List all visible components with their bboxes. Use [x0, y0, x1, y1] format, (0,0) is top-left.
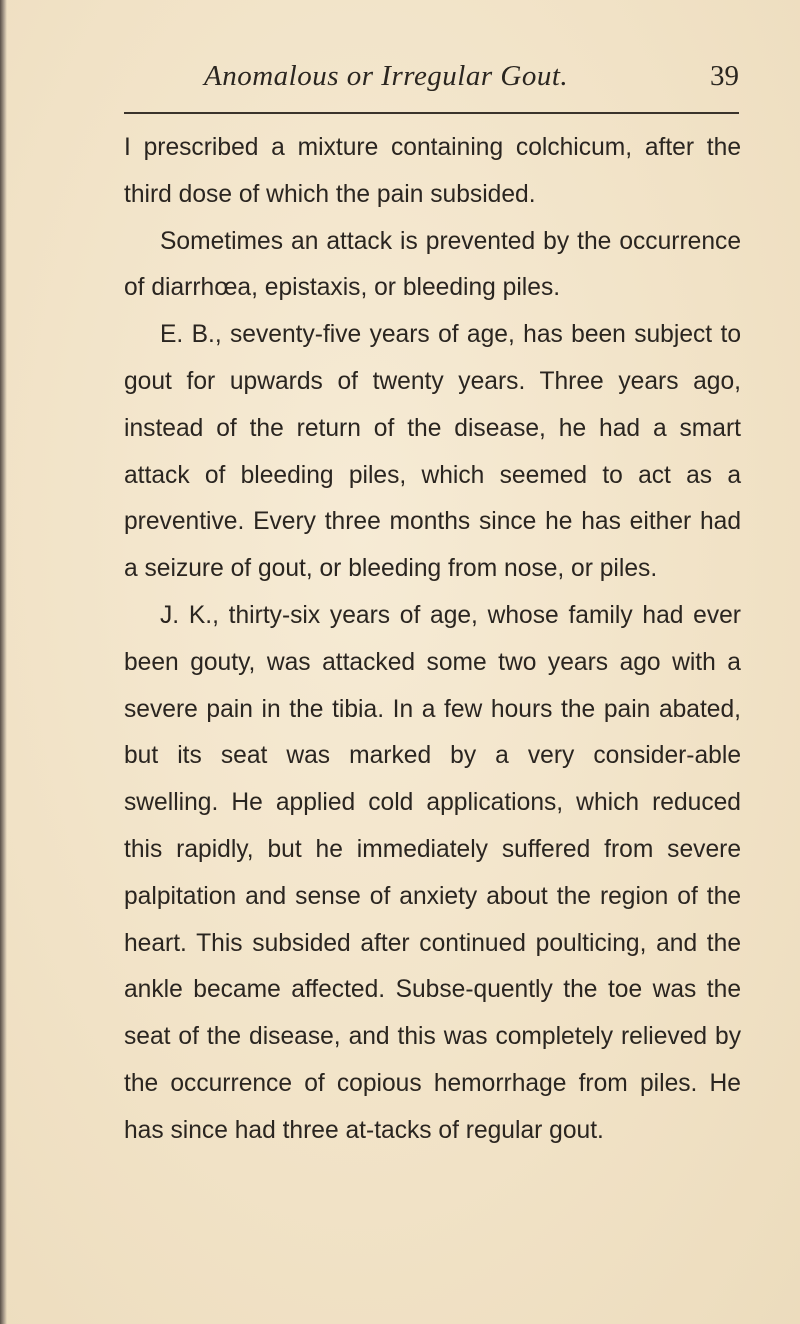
paragraph-1: I prescribed a mixture containing colchicum, after the third dose of which the pain subsided.: [124, 134, 741, 208]
body-text: [124, 125, 741, 1155]
header-rule: [124, 112, 739, 114]
paragraph-3: E. B., seventy-five years of age, has been subject to gout for upwards of twenty years. Three years ago, instead of the return of the disease, he had a smart attack of bleeding piles, which seemed to act as a preventive. Every three months since he has either had a seizure of gout, or bleeding from nose, or piles.: [124, 321, 741, 583]
paragraph-2: Sometimes an attack is prevented by the occurrence of diarrhœa, epistaxis, or bleeding piles.: [124, 227, 741, 302]
running-title: Anomalous or Irregular Gout.: [204, 60, 569, 92]
paragraph-4: J. K., thirty-six years of age, whose family had ever been gouty, was attacked some two years ago with a severe pain in the tibia. In a few hours the pain abated, but its seat was marked by a very consider-able swelling. He applied cold applications, which reduced this rapidly, but he immediately suffered from severe palpitation and sense of anxiety about the region of the heart. This subsided after continued poulticing, and the ankle became affected. Subse-quently the toe was the seat of the disease, and this was completely relieved by the occurrence of copious hemorrhage from piles. He has since had three at-tacks of regular gout.: [124, 601, 741, 1144]
page-number: 39: [710, 60, 739, 92]
page-binding-edge: [0, 0, 7, 1324]
running-head: [124, 60, 739, 100]
